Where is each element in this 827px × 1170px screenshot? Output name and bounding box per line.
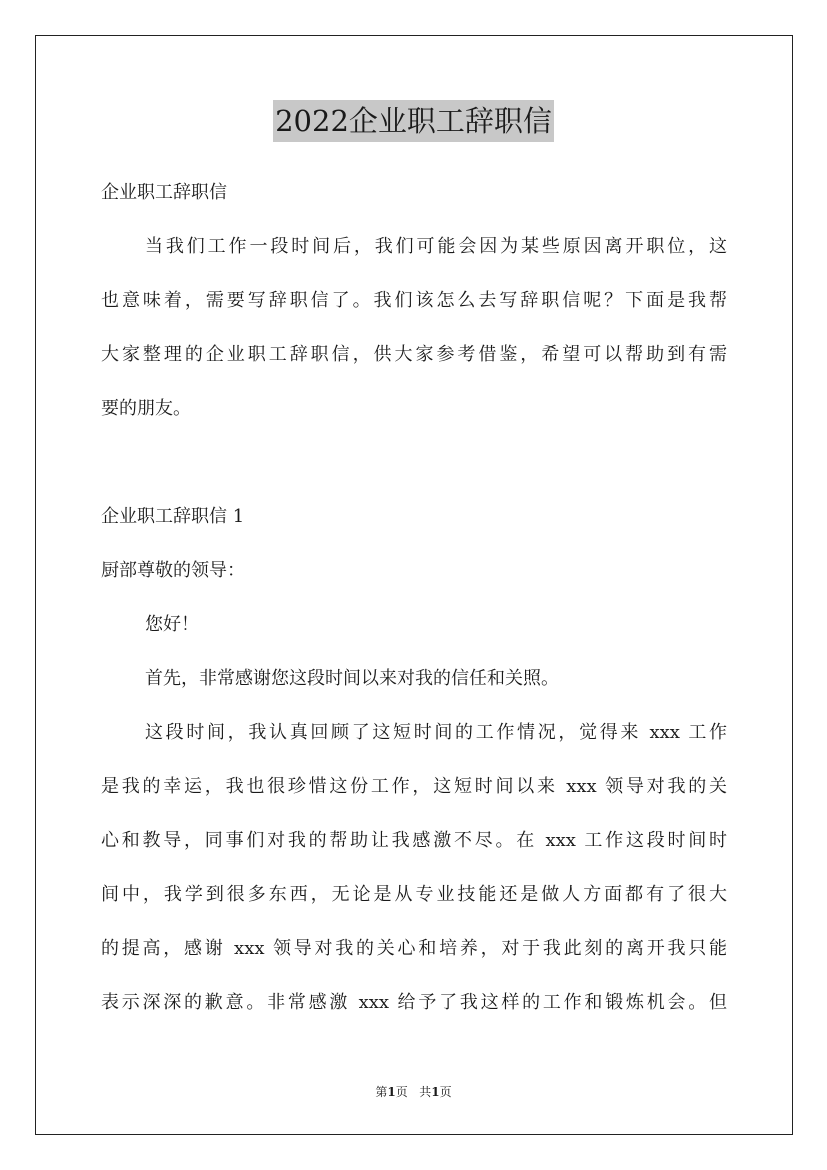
document-title: [0, 100, 827, 142]
total-label-prefix: 共: [419, 1085, 432, 1099]
blank-line: [101, 436, 727, 490]
document-body: [101, 166, 727, 1030]
greeting: 您好！: [145, 614, 199, 635]
thanks-paragraph: 首先，非常感谢您这段时间以来对我的信任和关照。: [145, 668, 559, 689]
page-label-prefix: 第: [375, 1085, 388, 1099]
intro-line: 大家整理的企业职工辞职信，供大家参考借鉴，希望可以帮助到有需: [101, 344, 727, 365]
page-number: 1: [387, 1085, 396, 1099]
body-line: 这段时间，我认真回顾了这短时间的工作情况，觉得来 xxx 工作: [145, 722, 727, 743]
total-label-suffix: 页: [439, 1085, 452, 1099]
body-line: 的提高，感谢 xxx 领导对我的关心和培养，对于我此刻的离开我只能: [101, 938, 727, 959]
intro-line: 要的朋友。: [101, 398, 191, 419]
intro-line: 也意味着，需要写辞职信了。我们该怎么去写辞职信呢？下面是我帮: [101, 290, 727, 311]
body-line: 心和教导，同事们对我的帮助让我感激不尽。在 xxx 工作这段时间时: [101, 830, 727, 851]
salutation: 厨部尊敬的领导：: [101, 560, 245, 581]
document-heading: 企业职工辞职信: [101, 182, 227, 203]
body-line: 表示深深的歉意。非常感激 xxx 给予了我这样的工作和锻炼机会。但: [101, 992, 727, 1013]
page-label-suffix: 页: [395, 1085, 408, 1099]
intro-line: 当我们工作一段时间后，我们可能会因为某些原因离开职位，这: [145, 236, 727, 257]
document-title-text: 2022企业职工辞职信: [273, 100, 554, 142]
body-line: 是我的幸运，我也很珍惜这份工作，这短时间以来 xxx 领导对我的关: [101, 776, 727, 797]
body-line: 间中，我学到很多东西，无论是从专业技能还是做人方面都有了很大: [101, 884, 727, 905]
total-pages: 1: [431, 1085, 440, 1099]
page-footer: [0, 1082, 827, 1102]
section-title: 企业职工辞职信 1: [101, 506, 245, 527]
